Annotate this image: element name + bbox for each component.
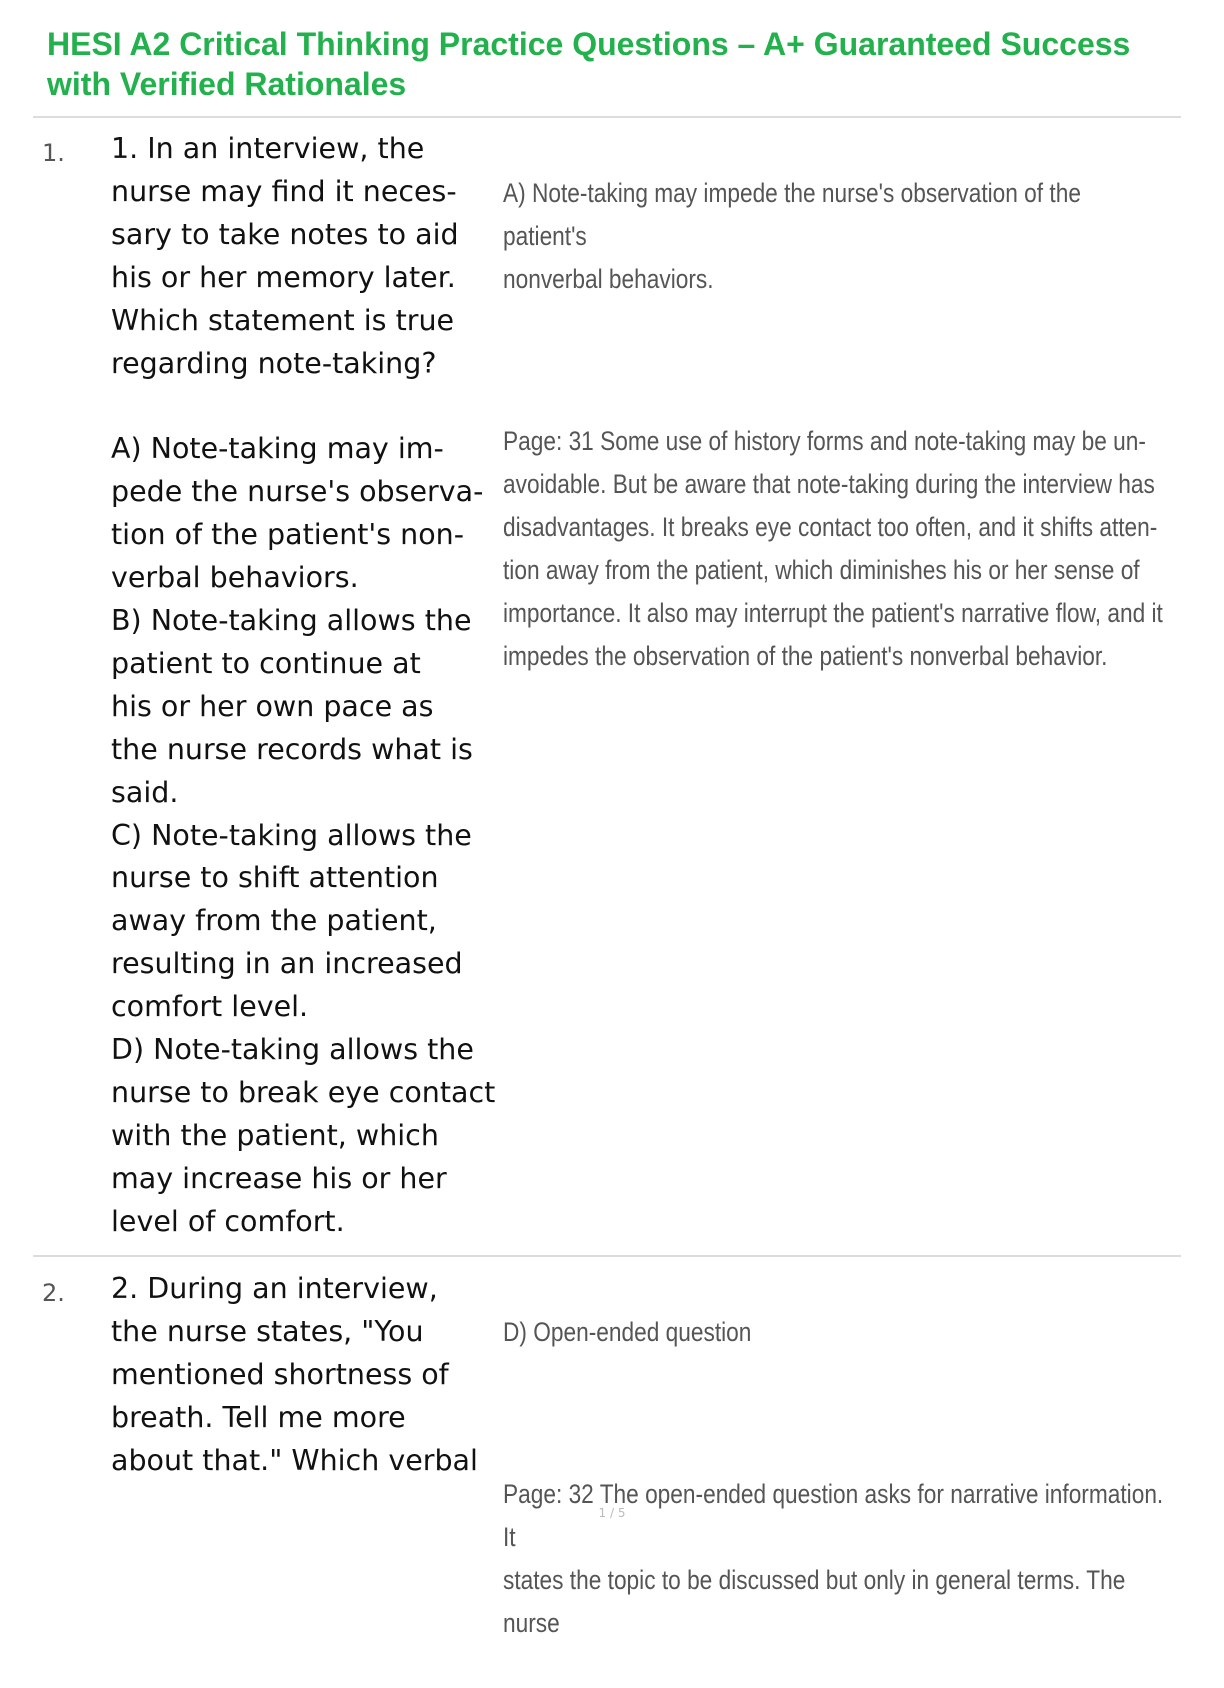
question-text: 2. During an interview, the nurse states, "You mentioned shortness of breath. Tell me more about that." Which verbal <box>111 1272 478 1477</box>
rationale-text: Page: 31 Some use of history forms and note-taking may be un- avoidable. But be aware that note-taking during the interview has disadvantages. It breaks eye contact too often, and it shifts atten- tion away from the patient, which diminishes his or her sense of importance. It also may interrupt the patient's narrative flow, and it impedes the observation of the patient's nonverbal behavior. <box>503 426 1163 671</box>
item-number: 1. <box>42 139 65 167</box>
page-number: 1 / 5 <box>598 1506 626 1520</box>
page-title: HESI A2 Critical Thinking Practice Questions – A+ Guaranteed Success with Verified Rationales <box>47 26 1131 102</box>
rationale-text: Page: 32 The open-ended question asks for narrative information. It states the topic to be discussed but only in general terms. The nurse <box>503 1479 1164 1638</box>
answer-text: A) Note-taking may impede the nurse's observation of the patient's nonverbal behaviors. <box>503 178 1081 294</box>
item-number: 2. <box>42 1279 65 1307</box>
question-text: 1. In an interview, the nurse may find it neces- sary to take notes to aid his or her memory later. Which statement is true regarding note-taking? A) Note-taking may im- pede the nurse's observa- tion of the patient's non- verbal behaviors. B) Note-taking allows the patient to continue at his or her own pace as the nurse records what is said. C) Note-taking allows the nurse to shift attention away from the patient, resulting in an increased comfort level. D) Note-taking allows the nurse to break eye contact with the patient, which may increase his or her level of comfort. <box>111 132 496 1238</box>
divider <box>33 1255 1181 1257</box>
answer-block <box>503 129 1163 721</box>
divider <box>33 116 1181 118</box>
answer-block <box>503 1268 1164 1688</box>
answer-text: D) Open-ended question <box>503 1317 752 1347</box>
